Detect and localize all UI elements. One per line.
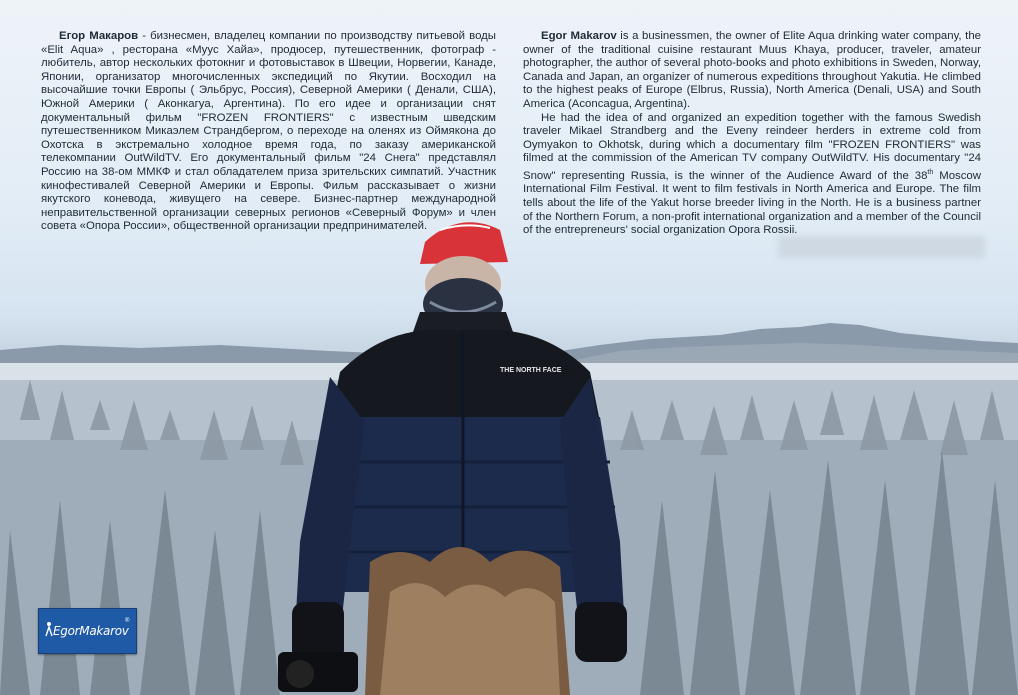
english-paragraph-2 xyxy=(523,112,981,238)
russian-name: Егор Макаров xyxy=(59,30,139,42)
russian-paragraph-text: - бизнесмен, владелец компании по производству питьевой воды «Elit Aqua» , ресторана «Муус Хайа», продюсер, путешественник, фотограф - любитель, автор нескольких фотокниг и фотовыставок в Швеции, Норвегии, Канаде, Японии, организатор многочисленных экспедиций по Якутии. Восходил на высочайшие точки Европы ( Эльбрус, Россия), Северной Америки ( Денали, США), Южной Америки ( Аконкагуа, Аргентина). По его идее и организации снят документальный фильм "FROZEN FRONTIERS" с известным шведским путешественником Микаэлем Страндбергом, о переходе на оленях из Оймякона до Охотска в экстремально холодное время года, по заказу американской телекомпании OutWildTV. Его документальный фильм "24 Снега" представлял Россию на 38-ом ММКФ и стал обладателем приза зрительских симпатий. Участник кинофестивалей Северной Америки и Европы. Фильм рассказывает о жизни якутского коневода, живущего на севере. Бизнес-партнер международной неправительственной организации северных регионов «Северный Форум» и член совета «Опора России», общественной организации предпринимателей. xyxy=(41,30,496,233)
english-paragraph-1 xyxy=(523,30,981,112)
registered-mark: ® xyxy=(125,618,130,624)
logo-text: EgorMakarov xyxy=(53,624,129,638)
egor-makarov-logo[interactable] xyxy=(38,608,137,654)
jacket-brand: THE NORTH FACE xyxy=(500,367,562,374)
blurred-caption xyxy=(778,236,985,258)
russian-paragraph xyxy=(41,30,496,234)
english-bio xyxy=(523,30,981,238)
english-superscript: th xyxy=(927,168,934,176)
english-paragraph-1-text: is a businessmen, the owner of Elite Aqua drinking water company, the owner of the traditional cuisine restaurant Muus Khaya, producer, traveler, amateur photographer, the author of several photo-books and photo exhibitions in Sweden, Norway, Canada and Japan, an organizer of numerous expeditions throughout Yakutia. He climbed to the highest peaks of Europe (Elbrus, Russia), North America (Denali, USA) and South America (Aconcagua, Argentina). xyxy=(523,30,981,110)
english-name: Egor Makarov xyxy=(541,30,617,42)
person-photo xyxy=(270,212,650,695)
english-paragraph-2-text-b: Moscow International Film Festival. It went to film festivals in North America and Europe. The film tells about the life of the Yakut horse breeder living in the North. He is a business partner of the Northern Forum, a non-profit international organization and a member of the Council of the entrepreneurs' social organization Opora Rossii. xyxy=(523,169,981,237)
english-paragraph-2-text-a: He had the idea of and organized an expedition together with the famous Swedish traveler Mikael Strandberg and the Eveny reindeer herders in extreme cold from Oymyakon to Okhotsk, during which a documentary film "FROZEN FRONTIERS" was filmed at the commission of the American TV company OutWildTV. His documentary "24 Snow" representing Russia, is the winner of the Audience Award of the 38 xyxy=(523,111,981,182)
russian-bio xyxy=(41,30,496,234)
